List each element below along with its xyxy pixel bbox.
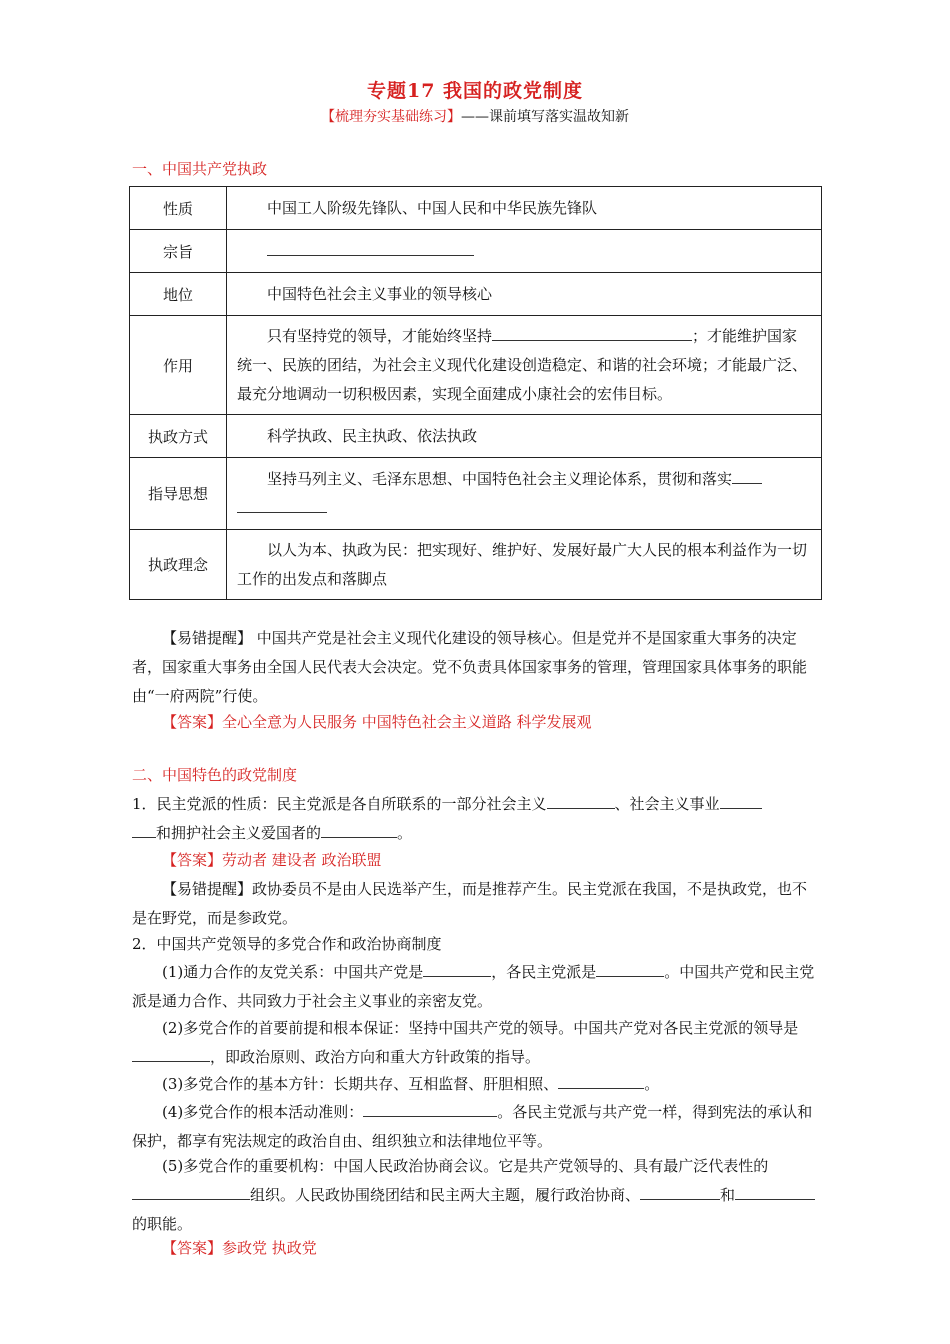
question-2-item: (1)通力合作的友党关系：中国共产党是 ，各民主党派是 。中国共产党和民主党派是通力合作、共同致力于社会主义事业的亲密友党。: [132, 958, 822, 1016]
answer-line: 【答案】参政党 执政党: [162, 1239, 317, 1257]
fill-blank: [732, 467, 762, 484]
fill-blank: [321, 821, 397, 838]
error-tip: 【易错提醒】政协委员不是由人民选举产生，而是推荐产生。民主党派在我国，不是执政党，也不是在野党，而是参政党。: [132, 880, 808, 927]
answer-line: 【答案】全心全意为人民服务 中国特色社会主义道路 科学发展观: [162, 713, 592, 731]
table-row: [130, 187, 822, 230]
fill-blank: [237, 496, 327, 513]
fill-blank: [547, 792, 615, 809]
fill-blank: [492, 324, 692, 341]
row-key: 地位: [130, 273, 227, 316]
fill-blank: [132, 1183, 250, 1200]
row-value: 以人为本、执政为民：把实现好、维护好、发展好最广大人民的根本利益作为一切工作的出发点和落脚点: [227, 530, 822, 600]
table-row: [130, 458, 822, 530]
fill-blank: [640, 1183, 720, 1200]
row-value: 中国特色社会主义事业的领导核心: [227, 273, 822, 316]
question-2-item: (3)多党合作的基本方针：长期共存、互相监督、肝胆相照、 。: [132, 1070, 822, 1099]
fill-blank: [267, 239, 474, 256]
fill-blank: [423, 960, 491, 977]
row-key: 指导思想: [130, 458, 227, 530]
answer-line: 【答案】劳动者 建设者 政治联盟: [162, 851, 382, 869]
row-key: 执政方式: [130, 415, 227, 458]
section2-heading: 二、中国特色的政党制度: [132, 766, 298, 784]
party-table: [129, 186, 822, 600]
table-row: [130, 273, 822, 316]
fill-blank: [558, 1072, 644, 1089]
table-row: [130, 230, 822, 273]
row-key: 性质: [130, 187, 227, 230]
subtitle-text: ——课前填写落实温故知新: [461, 109, 629, 125]
fill-blank: [132, 1045, 210, 1062]
row-key: 宗旨: [130, 230, 227, 273]
error-tip: 【易错提醒】 中国共产党是社会主义现代化建设的领导核心。但是党并不是国家重大事务的决定者，国家重大事务由全国人民代表大会决定。党不负责具体国家事务的管理，管理国家具体事务的职能由“一府两院”行使。: [132, 629, 808, 705]
row-key: 执政理念: [130, 530, 227, 600]
row-value: 只有坚持党的领导，才能始终坚持 ；才能维护国家统一、民族的团结，为社会主义现代化建设创造稳定、和谐的社会环境；才能最广泛、最充分地调动一切积极因素，实现全面建成小康社会的宏伟目标。: [227, 316, 822, 415]
question-2-item: (2)多党合作的首要前提和根本保证：坚持中国共产党的领导。中国共产党对各民主党派的领导是，即政治原则、政治方向和重大方针政策的指导。: [132, 1014, 822, 1072]
fill-blank: [720, 792, 762, 809]
fill-blank: [735, 1183, 815, 1200]
page-subtitle: [0, 106, 950, 126]
row-value: 中国工人阶级先锋队、中国人民和中华民族先锋队: [227, 187, 822, 230]
row-value: 科学执政、民主执政、依法执政: [227, 415, 822, 458]
question-2-item: (5)多党合作的重要机构：中国人民政治协商会议。它是共产党领导的、具有最广泛代表性的组织。人民政协围绕团结和民主两大主题，履行政治协商、 和的职能。: [132, 1152, 822, 1239]
table-row: [130, 415, 822, 458]
table-row: [130, 316, 822, 415]
question-2-item: (4)多党合作的根本活动准则： 。各民主党派与共产党一样，得到宪法的承认和保护，都享有宪法规定的政治自由、组织独立和法律地位平等。: [132, 1098, 822, 1156]
row-value: [227, 230, 822, 273]
subtitle-tag: 【梳理夯实基础练习】: [321, 109, 461, 125]
section1-heading: 一、中国共产党执政: [132, 160, 268, 178]
question-2: 2．中国共产党领导的多党合作和政治协商制度: [132, 935, 442, 953]
fill-blank: [363, 1100, 497, 1117]
row-key: 作用: [130, 316, 227, 415]
question-1: 1．民主党派的性质：民主党派是各自所联系的一部分社会主义 、社会主义事业 和拥护社会主义爱国者的 。: [132, 790, 822, 848]
row-value: 坚持马列主义、毛泽东思想、中国特色社会主义理论体系，贯彻和落实: [227, 458, 822, 530]
page-title: 专题17 我国的政党制度: [366, 80, 584, 102]
table-row: [130, 530, 822, 600]
fill-blank: [596, 960, 664, 977]
fill-blank: [132, 821, 156, 838]
